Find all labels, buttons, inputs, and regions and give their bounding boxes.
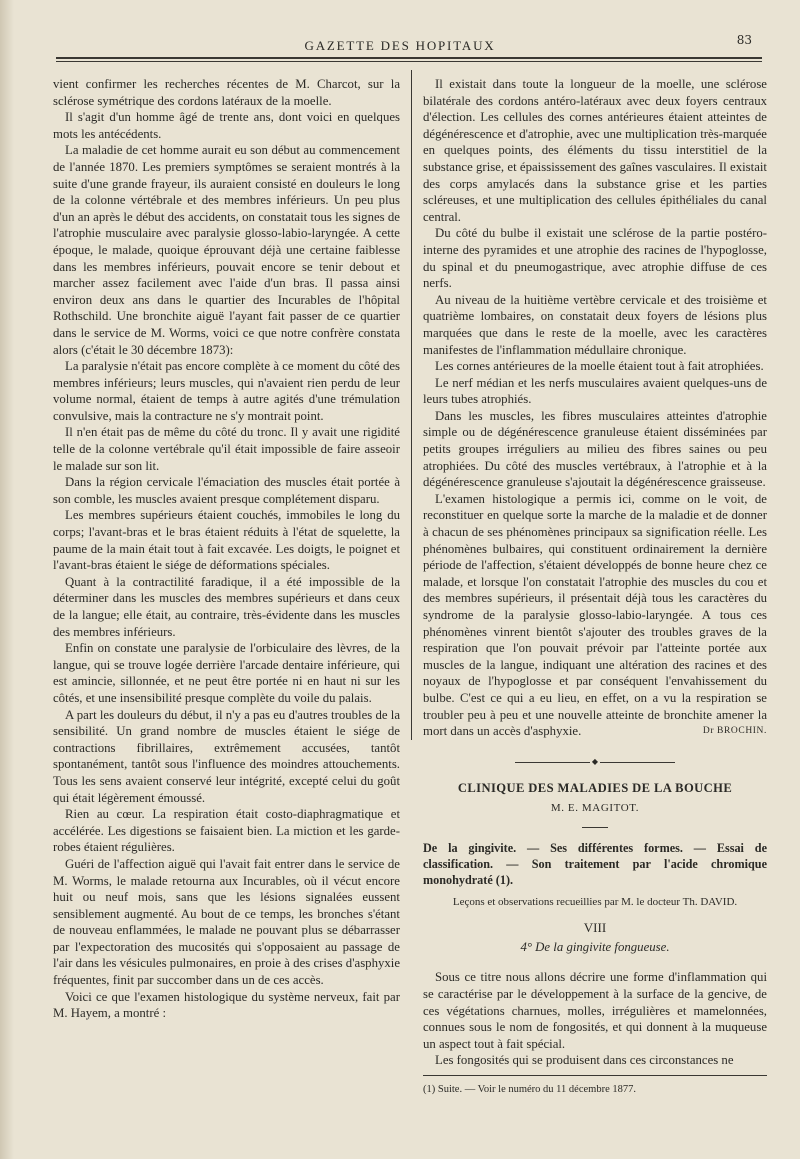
paragraph: Il existait dans toute la longueur de la moelle, une sclérose bilatérale des cordons antéro-latéraux avec deux foyers centraux d'élection. Les cellules des cornes antérieures étaient atteintes de dégénérescence et d'atrophie, avec une multiplication très-marquée en quelques points, des éléments du tissu interstitiel de la substance grise, et épaississement des gaînes vasculaires. Il existait des corps amylacés dans la substance grise et les parties scléreuses, et une multiplication des cellules épithéliales du canal central. bbox=[423, 77, 767, 224]
short-rule bbox=[582, 827, 608, 828]
paragraph: Voici ce que l'examen histologique du système nerveux, fait par M. Hayem, a montré : bbox=[53, 989, 400, 1021]
page-number: 83 bbox=[736, 33, 752, 47]
column-divider bbox=[411, 70, 412, 740]
paragraph: Les fongosités qui se produisent dans ces circonstances ne bbox=[435, 1053, 734, 1068]
paragraph: Le nerf médian et les nerfs musculaires avaient quelques-uns de leurs tubes atrophiés. bbox=[423, 375, 767, 407]
paragraph: La maladie de cet homme aurait eu son début au commencement de l'année 1870. Les premiers symptômes se seraient montrés à la suite d'une grande frayeur, ils auraient consisté en douleurs le long de la colonne vértébrale et des membres inférieurs. Un peu plus d'un an après le début des accidents, on constatait tous les signes de l'atrophie musculaire avec paralysie glosso-labio-laryngée. A cette époque, le malade, quoique éprouvant déjà une certaine faiblesse dans les membres inférieurs, pouvait encore se tenir debout et marcher assez facilement avec l'aide d'un bras. Il passa ainsi environ deux ans dans le quartier des Incurables de l'hôpital Rothschild. Une bronchite aiguë l'ayant fait passer de ce quartier dans le service de M. Worms, voici ce que notre confrère constata alors (c'était le 30 décembre 1873): bbox=[53, 143, 400, 357]
footnote-rule bbox=[423, 1075, 767, 1076]
paragraph: Rien au cœur. La respiration était costo-diaphragmatique et accélérée. Les digestions se faisaient bien. La miction et les garde-robes étaient régulières. bbox=[53, 807, 400, 855]
subsection-title: 4° De la gingivite fongueuse. bbox=[520, 939, 670, 954]
lecture-heading: De la gingivite. — Ses différentes formes. — Essai de classification. — Son traitement par l'acide chromique monohydraté (1). bbox=[423, 840, 767, 887]
separator-line bbox=[600, 762, 675, 763]
paragraph: Enfin on constate une paralysie de l'orbiculaire des lèvres, de la langue, qui se trouve logée derrière l'arcade dentaire inférieure, qui est amincie, sillonnée, et ne peut être portée ni en haut ni sur les côtés, et une insensibilité presque complète du voile du palais. bbox=[53, 641, 400, 705]
running-header: GAZETTE DES HOPITAUX bbox=[304, 38, 496, 53]
lecture-subtitle: Leçons et observations recueillies par M. le docteur Th. DAVID. bbox=[452, 895, 738, 908]
paragraph: vient confirmer les recherches récentes de M. Charcot, sur la sclérose symétrique des cordons latéraux de la moelle. bbox=[53, 77, 400, 108]
paragraph: Les membres supérieurs étaient couchés, immobiles le long du corps; l'avant-bras et le bras étaient réduits à l'état de squelette, la paume de la main était tout à fait excavée. Les doigts, le poignet et l'avant-bras étaient le siége de déformations spéciales. bbox=[53, 508, 400, 573]
separator-line bbox=[515, 762, 590, 763]
paragraph: Au niveau de la huitième vertèbre cervicale et des troisième et quatrième lombaires, on constatait deux foyers de lésions plus marquées que dans le reste de la moelle, avec les caractères manifestes de l'inflammation médullaire chronique. bbox=[423, 292, 767, 357]
left-column bbox=[53, 76, 400, 1022]
header-rule-thick bbox=[56, 57, 762, 59]
separator-ornament: ◆ bbox=[591, 756, 599, 766]
section-title: CLINIQUE DES MALADIES DE LA BOUCHE bbox=[457, 781, 733, 796]
paragraph: Il s'agit d'un homme âgé de trente ans, dont voici en quelques mots les antécédents. bbox=[53, 110, 400, 141]
paragraph: L'examen histologique a permis ici, comme on le voit, de reconstituer en quelque sorte la marche de la maladie et de donner à chacun de ses phénomènes principaux sa signification réelle. Les phénomènes bulbaires, qui constituent ordinairement la dernière période de l'affection, s'étaient développés de bonne heure chez ce malade, et lorsque l'on constatait l'atrophie des muscles du cou et des membres supérieurs, il présentait déjà tous les caractères du syndrome de la paralysie glosso-labio-laryngée. A tous ces phénomènes vinrent bientôt s'ajouter des troubles graves de la respiration que l'on pouvait prévoir par l'atteinte portée aux muscles de la langue, indiquant une altération des racines et des noyaux de l'hypoglosse et par conséquent l'envahissement du bulbe. C'est ce qui a eu lieu, en effet, on a vu la respiration se troubler peu à peu et une nouvelle atteinte de bronchite amener la mort dans un accès d'asphyxie. bbox=[423, 491, 767, 739]
paragraph: Dans les muscles, les fibres musculaires atteintes d'atrophie simple ou de dégénérescence granuleuse étaient disséminées par petits groupes irréguliers au milieu des fibres saines ou peu atrophiées. Du côté des muscles vertébraux, à l'atrophie et à la dégénérescence granuleuse s'ajoutait la dégénérescence graisseuse. bbox=[423, 408, 767, 490]
section-separator bbox=[423, 754, 767, 771]
right-column bbox=[423, 76, 767, 1098]
paragraph: La paralysie n'était pas encore complète à ce moment du côté des membres inférieurs; leurs muscles, qui n'avaient rien perdu de leur volume normal, étaient de temps à autre agités d'une trémulation convulsive, mais la contracture ne s'y montrait point. bbox=[53, 359, 400, 423]
paragraph: A part les douleurs du début, il n'y a pas eu d'autres troubles de la sensibilité. Un grand nombre de muscles étaient le siége de contractions fibrillaires, extrêmement accusées, tantôt spontanément, tantôt sous l'influence des moindres attouchements. Tous les sens avaient conservé leur intégrité, excepté celui du goût qui était légèrement émoussé. bbox=[53, 707, 400, 805]
paragraph: Guéri de l'affection aiguë qui l'avait fait entrer dans le service de M. Worms, le malade retourna aux Incurables, où il vécut encore huit ou neuf mois, sans que les lésions signalées eussent sensiblement augmenté. Au bout de ce temps, les bronches s'étant de nouveau enflammées, le malade ne pouvant plus se débarrasser par l'expectoration des mucosités qui s'opposaient au passage de l'air dans les vésicules pulmonaires, en proie à des crises d'asphyxie fréquentes, finit par succomber dans un de ces accès. bbox=[53, 856, 400, 988]
paragraph: Les cornes antérieures de la moelle étaient tout à fait atrophiées. bbox=[435, 359, 764, 374]
header-rule-thin bbox=[56, 61, 762, 62]
paragraph: Sous ce titre nous allons décrire une forme d'inflammation qui se caractérise par le développement à la surface de la gencive, de ces végétations charnues, molles, irrégulières et mamelonnées, connues sous le nom de fongosités, et qui donnent à la muqueuse un aspect tout à fait spécial. bbox=[423, 970, 767, 1051]
paragraph: Dans la région cervicale l'émaciation des muscles était portée à son comble, les muscles avaient presque complétement disparu. bbox=[53, 475, 400, 506]
page-edge-shadow bbox=[0, 0, 14, 1159]
section-author: M. E. MAGITOT. bbox=[550, 801, 640, 814]
paragraph: Du côté du bulbe il existait une sclérose de la partie postéro-interne des pyramides et une atrophie des racines de l'hypoglosse, du spinal et du pneumogastrique, avec atrophie diffuse de ces nerfs. bbox=[423, 226, 767, 291]
chapter-number: VIII bbox=[583, 920, 607, 936]
paragraph: Quant à la contractilité faradique, il a été impossible de la déterminer dans les muscles des membres supérieurs et dans ceux de la langue; elle était, au contraire, très-évidente dans les muscles des membres inférieurs. bbox=[53, 574, 400, 639]
author-signature: Dr BROCHIN. bbox=[702, 726, 767, 737]
footnote: (1) Suite. — Voir le numéro du 11 décembre 1877. bbox=[423, 1083, 636, 1095]
paragraph: Il n'en était pas de même du côté du tronc. Il y avait une rigidité telle de la colonne vertébrale qu'il était impossible de faire asseoir le malade sur son lit. bbox=[53, 425, 400, 473]
